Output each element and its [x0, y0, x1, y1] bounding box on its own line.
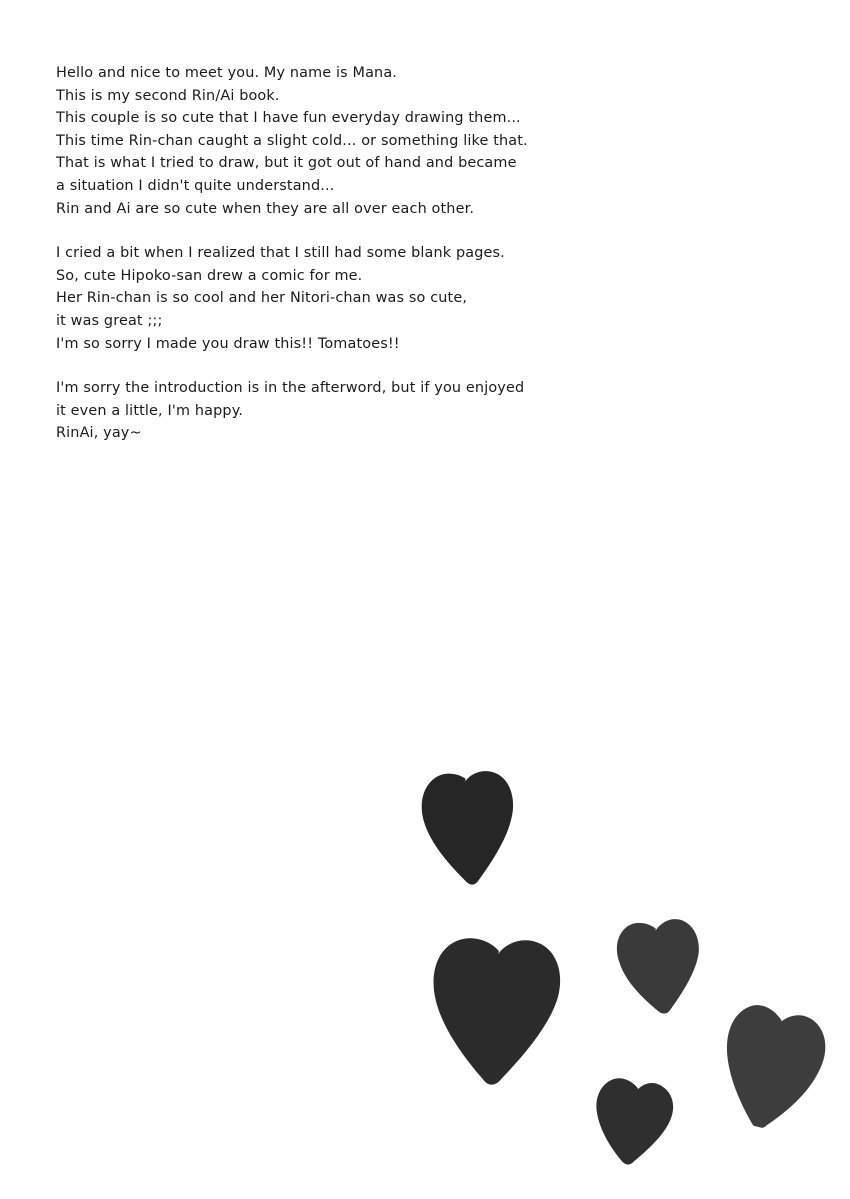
text-line: Her Rin-chan is so cool and her Nitori-chan was so cute, — [56, 290, 468, 307]
text-line: This time Rin-chan caught a slight cold... or something like that. — [56, 132, 528, 149]
paragraph-2 — [56, 242, 616, 355]
heart-bottom-small-shape — [586, 1073, 680, 1174]
text-line: it even a little, I'm happy. — [56, 402, 244, 419]
text-line: That is what I tried to draw, but it got out of hand and became — [56, 155, 517, 172]
text-line: Rin and Ai are so cute when they are all over each other. — [56, 200, 475, 217]
text-line: Hello and nice to meet you. My name is Mana. — [56, 65, 398, 81]
heart-middle-right-shape — [611, 913, 718, 1030]
text-line: I cried a bit when I realized that I still had some blank pages. — [56, 245, 505, 262]
paragraph-3 — [56, 377, 616, 445]
heart-bottom-right-shape — [705, 995, 835, 1139]
heart-top-shape — [414, 767, 524, 892]
text-line: I'm so sorry I made you draw this!! Tomatoes!! — [56, 335, 400, 352]
text-line: This is my second Rin/Ai book. — [56, 87, 280, 104]
text-line: it was great ;;; — [56, 312, 163, 329]
text-line: This couple is so cute that I have fun everyday drawing them... — [56, 110, 521, 127]
heart-large-left-shape — [424, 933, 567, 1092]
text-line: So, cute Hipoko-san drew a comic for me. — [56, 267, 363, 284]
paragraph-1 — [56, 62, 616, 220]
text-line: a situation I didn't quite understand... — [56, 177, 335, 194]
text-line: RinAi, yay~ — [56, 425, 142, 442]
text-line: I'm sorry the introduction is in the afterword, but if you enjoyed — [56, 380, 525, 397]
afterword-text-block — [56, 62, 616, 445]
